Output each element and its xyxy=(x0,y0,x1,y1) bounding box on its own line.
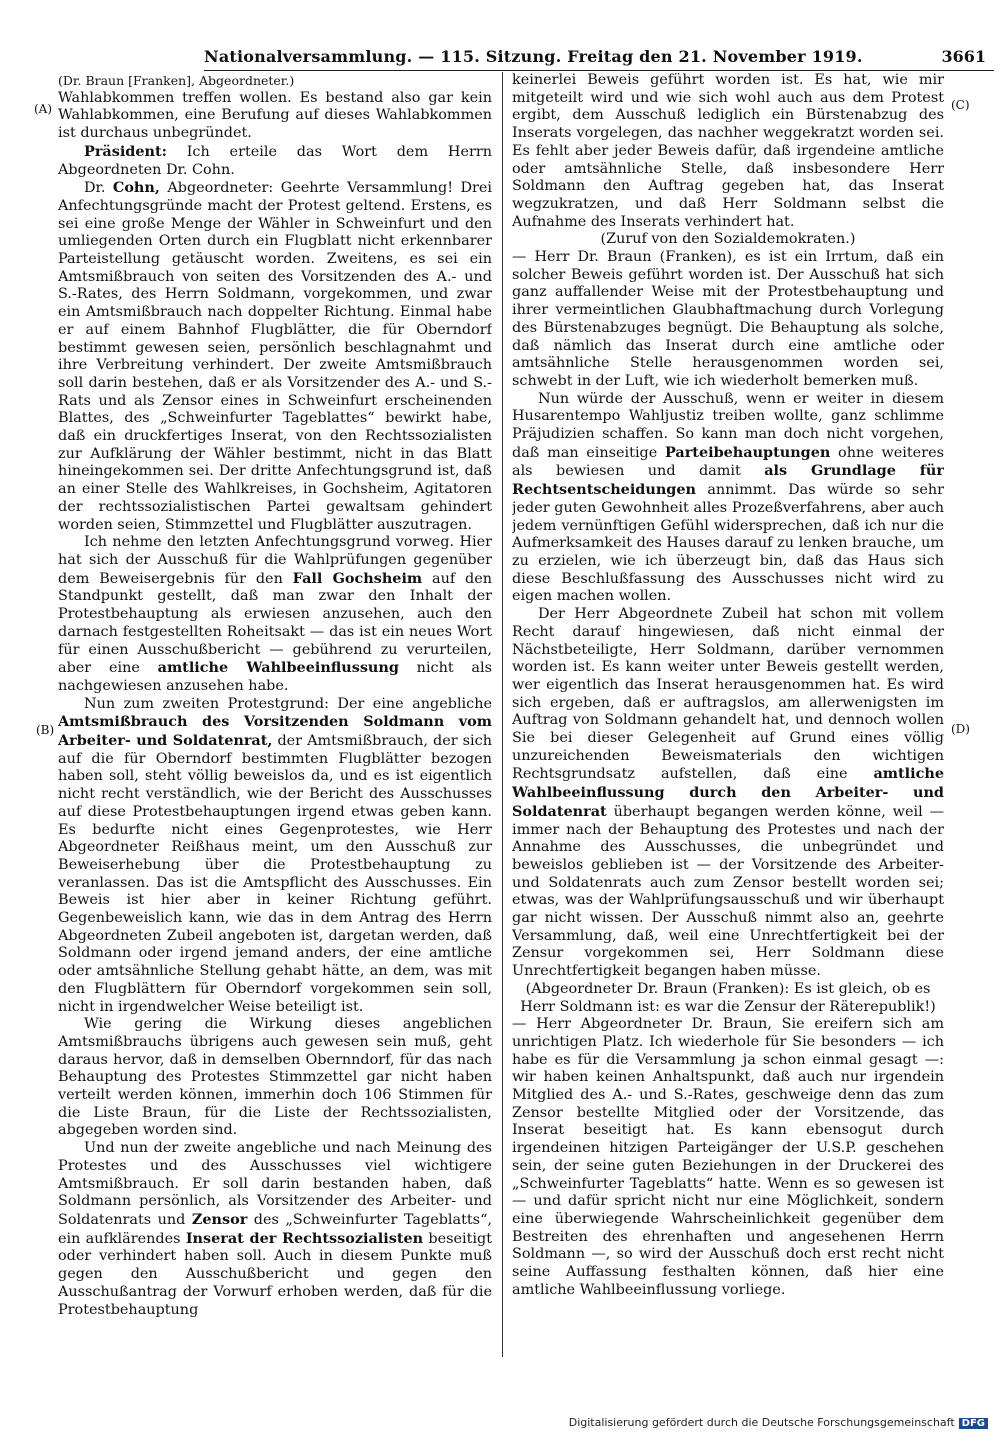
right-column xyxy=(512,72,944,1357)
paragraph xyxy=(512,391,944,606)
margin-mark-a: (A) xyxy=(34,102,53,116)
paragraph-text: Ich erteile das Wort dem Herrn Abgeordneten Dr. Cohn. xyxy=(58,143,492,178)
paragraph-text: auf den Standpunkt gestellt, daß man zwar den Inhalt der Protestbehauptung als erwiesen anzusehen, auch den darnach festgestellten Roheitsakt — das ist ein neues Wort für einen Ausschußbericht — gebührend zu verurteilen, aber eine xyxy=(58,570,492,677)
margin-mark-c: (C) xyxy=(951,98,970,112)
paragraph-text: Ich nehme den letzten Anfechtungsgrund vorweg. Hier hat sich der Ausschuß für die Wahlprüfungen gegenüber dem Beweisergebnis für den xyxy=(58,534,492,587)
emphasis-text: Zensor xyxy=(191,1211,248,1228)
paragraph-text: des „Schweinfurter Tageblatts“, ein aufklärendes xyxy=(58,1212,492,1247)
emphasis-text: Fall Gochsheim xyxy=(292,569,423,587)
paragraph-text: Der Herr Abgeordnete Zubeil hat schon mit vollem Recht darauf hingewiesen, daß nicht einmal der Nächstbeteiligte, Herr Soldmann, darüber vernommen worden ist. Es kann weiter unter Beweis gestellt werden, wer eigentlich das Inserat herausgenommen hat. Es wird sich ergeben, daß er auftragslos, am allerwenigsten im Auftrag von Soldmann gehandelt hat, und dennoch wollen Sie bei dieser Gelegenheit auf Grund eines völlig unzureichenden Beweismaterials den wichtigen Rechtsgrundsatz aufstellen, daß eine xyxy=(512,606,944,783)
emphasis-text: amtliche Wahlbeeinflussung xyxy=(157,659,399,677)
paragraph: — Herr Abgeordneter Dr. Braun, Sie ereifern sich am unrichtigen Platz. Ich wiederhole für Sie besonders — ich habe es für die Versammlung ja schon einmal gesagt —: wir haben keinen Anhaltspunkt, daß auch nur irgendein Mitglied des A.- und S.-Rates, geschweige denn das zum Zensor bestellte Mitglied oder der Vorsitzende, das Inserat beseitigt hat. Es kann ebensogut durch irgendeinen hitzigen Parteigänger der U.S.P. geschehen sein, der seine guten Beziehungen in der Druckerei des „Schweinfurter Tageblatts“ hatte. Wenn es so gewesen ist — und dafür spricht nicht nur eine Möglichkeit, sondern eine überwiegende Wahrscheinlichkeit gegenüber dem Bestreiten des ehrenhaften und angesehenen Herrn Soldmann —, so wird der Ausschuß doch erst recht nicht seine Auffassung festhalten können, daß hier eine amtliche Wahlbeeinflussung vorliege. xyxy=(512,1016,944,1298)
emphasis-text: Inserat der Rechtssozialisten xyxy=(185,1229,424,1247)
paragraph xyxy=(512,606,944,981)
paragraph-text: Dr. xyxy=(84,180,113,197)
paragraph xyxy=(58,143,492,179)
speaker-header: (Dr. Braun [Franken], Abgeordneter.) xyxy=(58,73,295,88)
paragraph: — Herr Dr. Braun (Franken), es ist ein Irrtum, daß ein solcher Beweis geführt worden ist. Der Ausschuß hat sich ganz auffallender Weise mit der Protestbehauptung und ihrer vermeintlichen Glaubhaftmachung durch Vorlegung des Bürstenabzuges begnügt. Die Behauptung als solche, daß nämlich das Inserat durch eine amtliche oder amtsähnliche Stelle herausgenommen worden sei, schwebt in der Luft, wie ich wiederholt bemerken muß. xyxy=(512,249,944,389)
header-title: Nationalversammlung. — 115. Sitzung. Freitag den 21. November 1919. xyxy=(204,47,863,66)
paragraph-text: nicht als nachgewiesen anzusehen habe. xyxy=(58,660,492,694)
paragraph-text: der Amtsmißbrauch, der sich auf die für Oberndorf bestimmten Flugblätter bezogen haben soll, steht völlig beweislos da, und es ist eigentlich nicht recht verständlich, wie der Bericht des Ausschusses auf diese Protestbehauptungen irgend etwas geben kann. Es bedurfte nicht eines Gegenprotestes, wie Herr Abgeordneter Reißhaus meint, um den Ausschuß zur Beweiserhebung über die Protestbehauptung zu veranlassen. Das ist die Amtspflicht des Ausschusses. Ein Beweis ist hier aber in keiner Richtung geführt. Gegenbeweislich kann, wie das in dem Antrag des Herrn Abgeordneten Zubeil angeboten ist, dargetan werden, daß Soldmann oder irgend jemand anders, der eine amtliche oder amtsähnliche Stellung gehabt hätte, an dem, was mit den Flugblättern für Oberndorf vorgekommen sein soll, nicht in irgendwelcher Weise beteiligt ist. xyxy=(58,733,492,1015)
interjection: (Abgeordneter Dr. Braun (Franken): Es ist gleich, ob es Herr Soldmann ist: es war die Zensur der Räterepublik!) xyxy=(520,980,936,1015)
speaker-name: Cohn, xyxy=(112,179,160,197)
emphasis-text: als Grundlage für Rechtsentscheidungen xyxy=(512,462,944,499)
paragraph-text: Nun würde der Ausschuß, wenn er weiter in diesem Husarentempo Wahljustiz treiben wollte, ganz schlimme Präjudizien schaffen. So kann man doch nicht vorgehen, daß man einseitige xyxy=(512,390,944,461)
credit-text: Digitalisierung gefördert durch die Deutsche Forschungsgemeinschaft xyxy=(568,1416,955,1429)
paragraph xyxy=(58,534,492,695)
paragraph: keinerlei Beweis geführt worden ist. Es hat, wie mir mitgeteilt wird und wie sich wohl auch aus dem Protest ergibt, dem Ausschuß lediglich ein Bürstenabzug des Inserats vorgelegen, das nachher weggekratzt worden sei. Es fehlt aber jeder Beweis dafür, daß irgendeine amtliche oder amtsähnliche Stelle, daß insbesondere Herr Soldmann den Auftrag gegeben hat, das Inserat wegzukratzen, und daß Herr Soldmann selbst die Aufnahme des Inserats verhindert hat. xyxy=(512,72,944,230)
paragraph-text: Abgeordneter: Geehrte Versammlung! Drei Anfechtungsgründe macht der Protest geltend. Erstens, es sei eine große Menge der Wähler in Schweinfurt und den umliegenden Orten durch ein Flugblatt nicht erkennbarer Parteistellung getäuscht worden. Zweitens, es sei ein Amtsmißbrauch von seiten des Vorsitzenden des A.- und S.-Rates, des Herrn Soldmann, vorgekommen, und zwar ein Amtsmißbrauch nach doppelter Richtung. Einmal habe er auf einem Bahnhof Flugblätter, die für Oberndorf bestimmt gewesen seien, persönlich beschlagnahmt und ihre Verbreitung verhindert. Der zweite Amtsmißbrauch soll darin bestehen, daß er als Vorsitzender des A.- und S.-Rats und als Zensor eines in Schweinfurt erscheinenden Blattes, des „Schweinfurter Tageblattes“ bewirkt habe, daß ein druckfertiges Inserat, von den Rechtssozialisten zur Aufklärung der Wähler bestimmt, nicht in das Blatt hineingekommen sei. Der dritte Anfechtungsgrund ist, daß an einer Stelle des Wahlkreises, in Gochsheim, Agitatoren der rechtssozialistischen Partei gewaltsam gehindert worden seien, Stimmzettel und Flugblätter auszutragen. xyxy=(58,180,492,533)
paragraph-text: Nun zum zweiten Protestgrund: Der eine angebliche xyxy=(84,695,492,712)
running-header xyxy=(204,46,994,71)
paragraph-text: Und nun der zweite angebliche und nach Meinung des Protestes und des Ausschusses viel wichtigere Amtsmißbrauch. Er soll darin bestanden haben, daß Soldmann persönlich, als Vorsitzender des Arbeiter- und Soldatenrats und xyxy=(58,1140,492,1228)
paragraph-text: annimmt. Das würde so sehr jeder guten Gewohnheit alles Prozeßverfahrens, aber auch jedem vernünftigen Gefühl widersprechen, daß ich nur die Aufmerksamkeit des Hauses darauf zu lenken brauche, um zu erzielen, wie ich überzeugt bin, daß das Haus sich diese Beschlußfassung des Ausschusses nicht wird zu eigen machen wollen. xyxy=(512,482,944,605)
emphasis-text: Parteibehauptungen xyxy=(664,443,831,461)
paragraph-text: ohne weiteres als bewiesen und damit xyxy=(512,444,944,480)
emphasis-text: Amtsmißbrauch des Vorsitzenden Soldmann vom Arbeiter- und Soldatenrat, xyxy=(58,713,492,750)
paragraph: Wie gering die Wirkung dieses angeblichen Amtsmißbrauchs übrigens auch gewesen sein muß, geht daraus hervor, daß in demselben Obernndorf, für das nach Behauptung des Protestes Stimmzettel gar nicht haben verteilt werden können, immerhin doch 106 Stimmen für die Liste Braun, für die Liste der Rechtssozialisten, abgegeben worden sind. xyxy=(58,1016,492,1139)
paragraph: Wahlabkommen treffen wollen. Es bestand also gar kein Wahlabkommen, eine Berufung auf dieses Wahlabkommen ist durchaus unbegründet. xyxy=(58,89,492,142)
digitization-credit xyxy=(569,1416,988,1429)
dfg-logo: DFG xyxy=(959,1418,988,1429)
paragraph xyxy=(58,179,492,534)
column-divider xyxy=(502,72,503,1357)
interjection: (Zuruf von den Sozialdemokraten.) xyxy=(600,231,856,248)
emphasis-text: amtliche Wahlbeeinflussung durch den Arbeiter- und Soldatenrat xyxy=(512,765,944,820)
page-number: 3661 xyxy=(941,47,986,66)
paragraph-text: beseitigt oder verhindert haben soll. Auch in diesem Punkte muß gegen den Ausschußbericht und gegen den Ausschußantrag der Vorwurf erhoben werden, daß für die Protestbehauptung xyxy=(58,1230,492,1318)
speaker-name: Präsident: xyxy=(84,142,167,160)
paragraph xyxy=(58,1140,492,1319)
margin-mark-b: (B) xyxy=(36,723,55,737)
paragraph xyxy=(58,696,492,1017)
margin-mark-d: (D) xyxy=(951,722,970,736)
paragraph-text: überhaupt begangen werden könne, weil — immer nach der Behauptung des Protestes und nach der Annahme des Ausschusses, die unbegründet und beweislos geblieben ist — der Vorsitzende des Arbeiter- und Soldatenrats auch zum Zensor bestellt worden sei; etwas, was der Wahlprüfungsausschuß und wir überhaupt gar nicht wissen. Der Ausschuß nimmt also an, geehrte Versammlung, daß, weil eine Unrechtfertigkeit bei der Zensur vorgekommen sei, Herr Soldmann diese Unrechtfertigkeit begangen haben müsse. xyxy=(512,803,944,980)
left-column xyxy=(58,72,492,1357)
